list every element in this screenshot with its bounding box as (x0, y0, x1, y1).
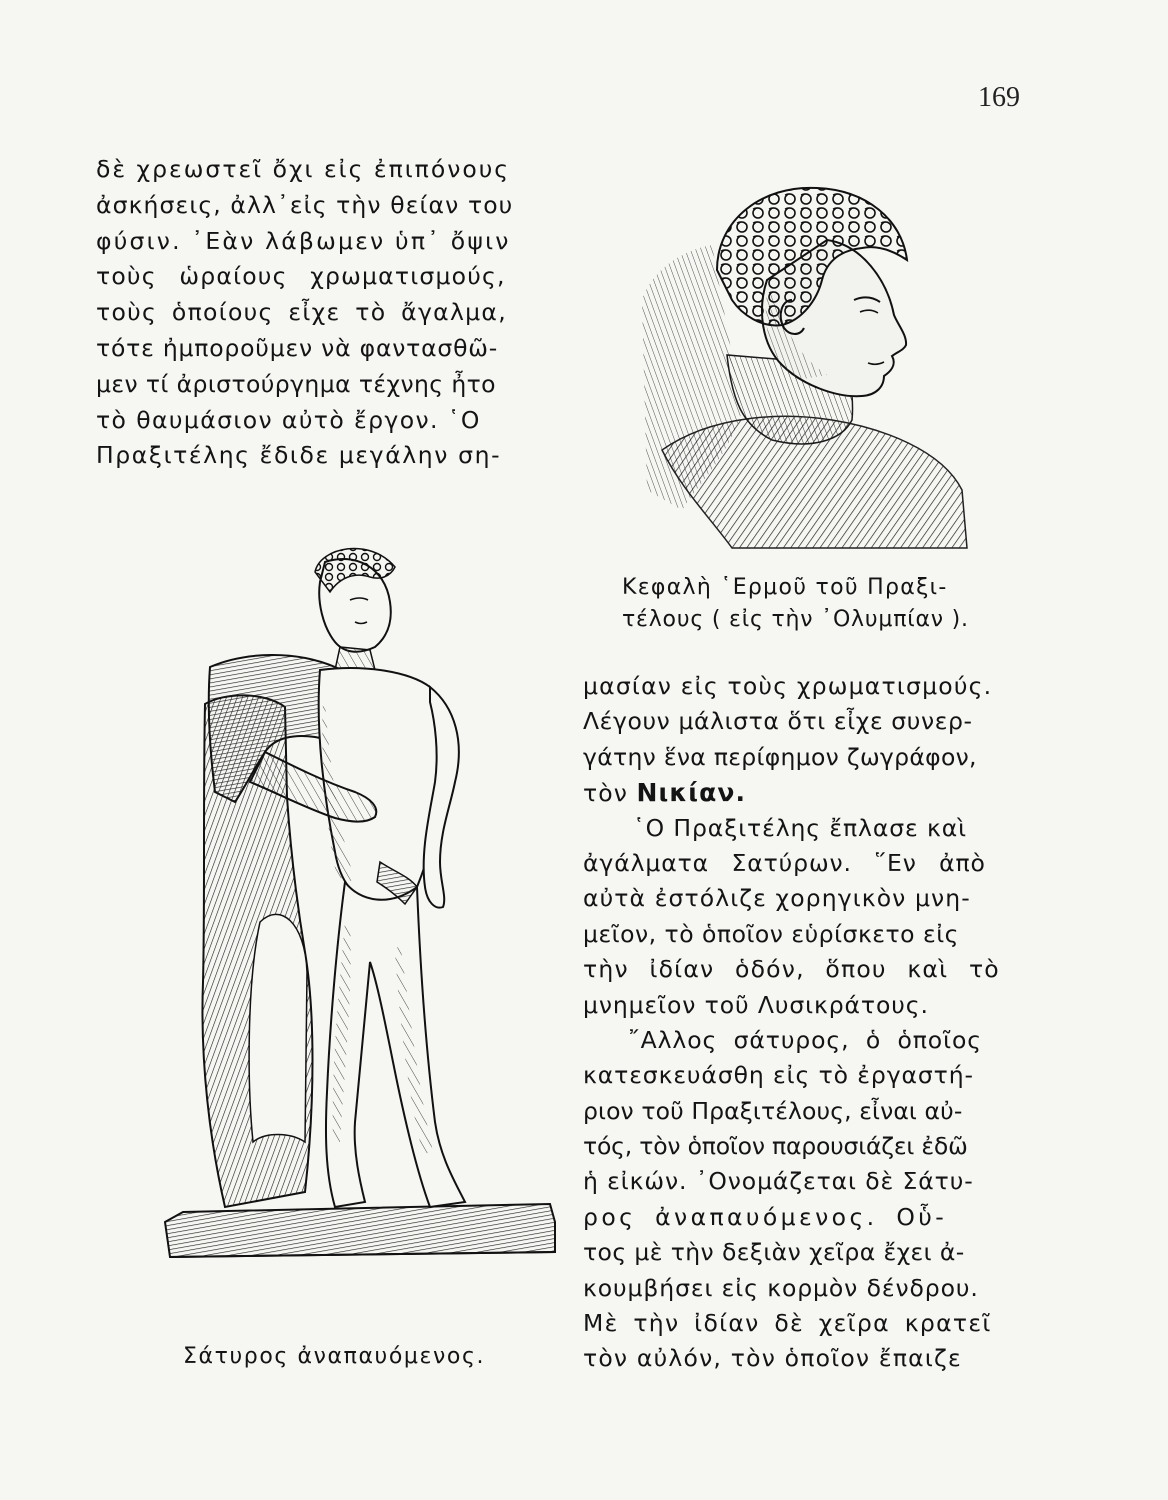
text-line: μασίαν εἰς τοὺς χρωματισμούς. (583, 672, 993, 700)
caption-line: Κεφαλὴ ῾Ερμοῦ τοῦ Πραξι- (622, 575, 948, 600)
name-nikias: Νικίαν. (636, 778, 747, 808)
text-line: ριον τοῦ Πραξιτέλους, εἶναι αὐ- (583, 1096, 963, 1125)
text-line: τὸ θαυμάσιον αὐτὸ ἔργον. ῾Ο (96, 405, 481, 434)
text-line: ἀγάλματα Σατύρων. ῞Εν ἀπὸ (583, 848, 986, 877)
text-line: τὴν ἰδίαν ὁδόν, ὅπου καὶ τὸ (583, 955, 1000, 984)
text-line: φύσιν. ᾿Εὰν λάβωμεν ὑπ᾽ ὄψιν (96, 226, 511, 255)
text-line: μεῖον, τὸ ὁποῖον εὑρίσκετο εἰς (583, 919, 959, 948)
text-line: ῾Ο Πραξιτέλης ἔπλασε καὶ (633, 813, 967, 842)
text-line: τός, τὸν ὁποῖον παρουσιάζει ἐδῶ (583, 1132, 968, 1161)
text-line: Μὲ τὴν ἰδίαν δὲ χεῖρα κρατεῖ (583, 1309, 992, 1338)
text-line: τὸν αὐλόν, τὸν ὁποῖον ἔπαιζε (583, 1344, 962, 1373)
paragraph-right (583, 669, 1000, 1377)
text-line (583, 775, 1000, 810)
text-line: τοὺς ὁποίους εἶχε τὸ ἄγαλμα, (96, 298, 507, 327)
text-line: γάτην ἕνα περίφημον ζωγράφον, (583, 742, 977, 771)
text-line: μεν τί ἀριστούργημα τέχνης ἦτο (96, 369, 496, 398)
text-line: τότε ἠμποροῦμεν νὰ φαντασθῶ- (96, 333, 499, 362)
satyr-caption: Σάτυρος ἀναπαυόμενος. (183, 1344, 486, 1369)
text-line: ῎Αλλος σάτυρος, ὁ ὁποῖος (628, 1025, 982, 1054)
text-line: κουμβήσει εἰς κορμὸν δένδρου. (583, 1273, 979, 1302)
word: τὸν (583, 779, 628, 808)
hermes-caption (622, 572, 969, 636)
text-line: μνημεῖον τοῦ Λυσικράτους. (583, 990, 929, 1019)
text-line: Πραξιτέλης ἔδιδε μεγάλην ση- (96, 441, 502, 470)
text-line: Λέγουν μάλιστα ὅτι εἶχε συνερ- (583, 707, 973, 736)
paragraph-top (96, 152, 513, 474)
caption-line: τέλους ( εἰς τὴν ᾿Ολυμπίαν ). (622, 607, 969, 632)
text-line: ρος ἀναπαυόμενος. Οὗ- (583, 1202, 948, 1231)
text-line: αὐτὰ ἐστόλιζε χορηγικὸν μνη- (583, 884, 971, 913)
text-line: ἀσκήσεις, ἀλλ᾽εἰς τὴν θείαν του (96, 190, 514, 219)
hermes-head-illustration (622, 150, 987, 558)
text-line: ἡ εἰκών. ᾿Ονομάζεται δὲ Σάτυ- (583, 1167, 974, 1196)
text-line: τοὺς ὡραίους χρωματισμούς, (96, 262, 506, 291)
page-number: 169 (978, 82, 1020, 113)
resting-satyr-illustration (155, 542, 570, 1337)
text-line: κατεσκευάσθη εἰς τὸ ἐργαστή- (583, 1061, 974, 1090)
text-line: δὲ χρεωστεῖ ὄχι εἰς ἐπιπόνους (96, 155, 511, 183)
text-line: τος μὲ τὴν δεξιὰν χεῖρα ἔχει ἀ- (583, 1238, 965, 1267)
